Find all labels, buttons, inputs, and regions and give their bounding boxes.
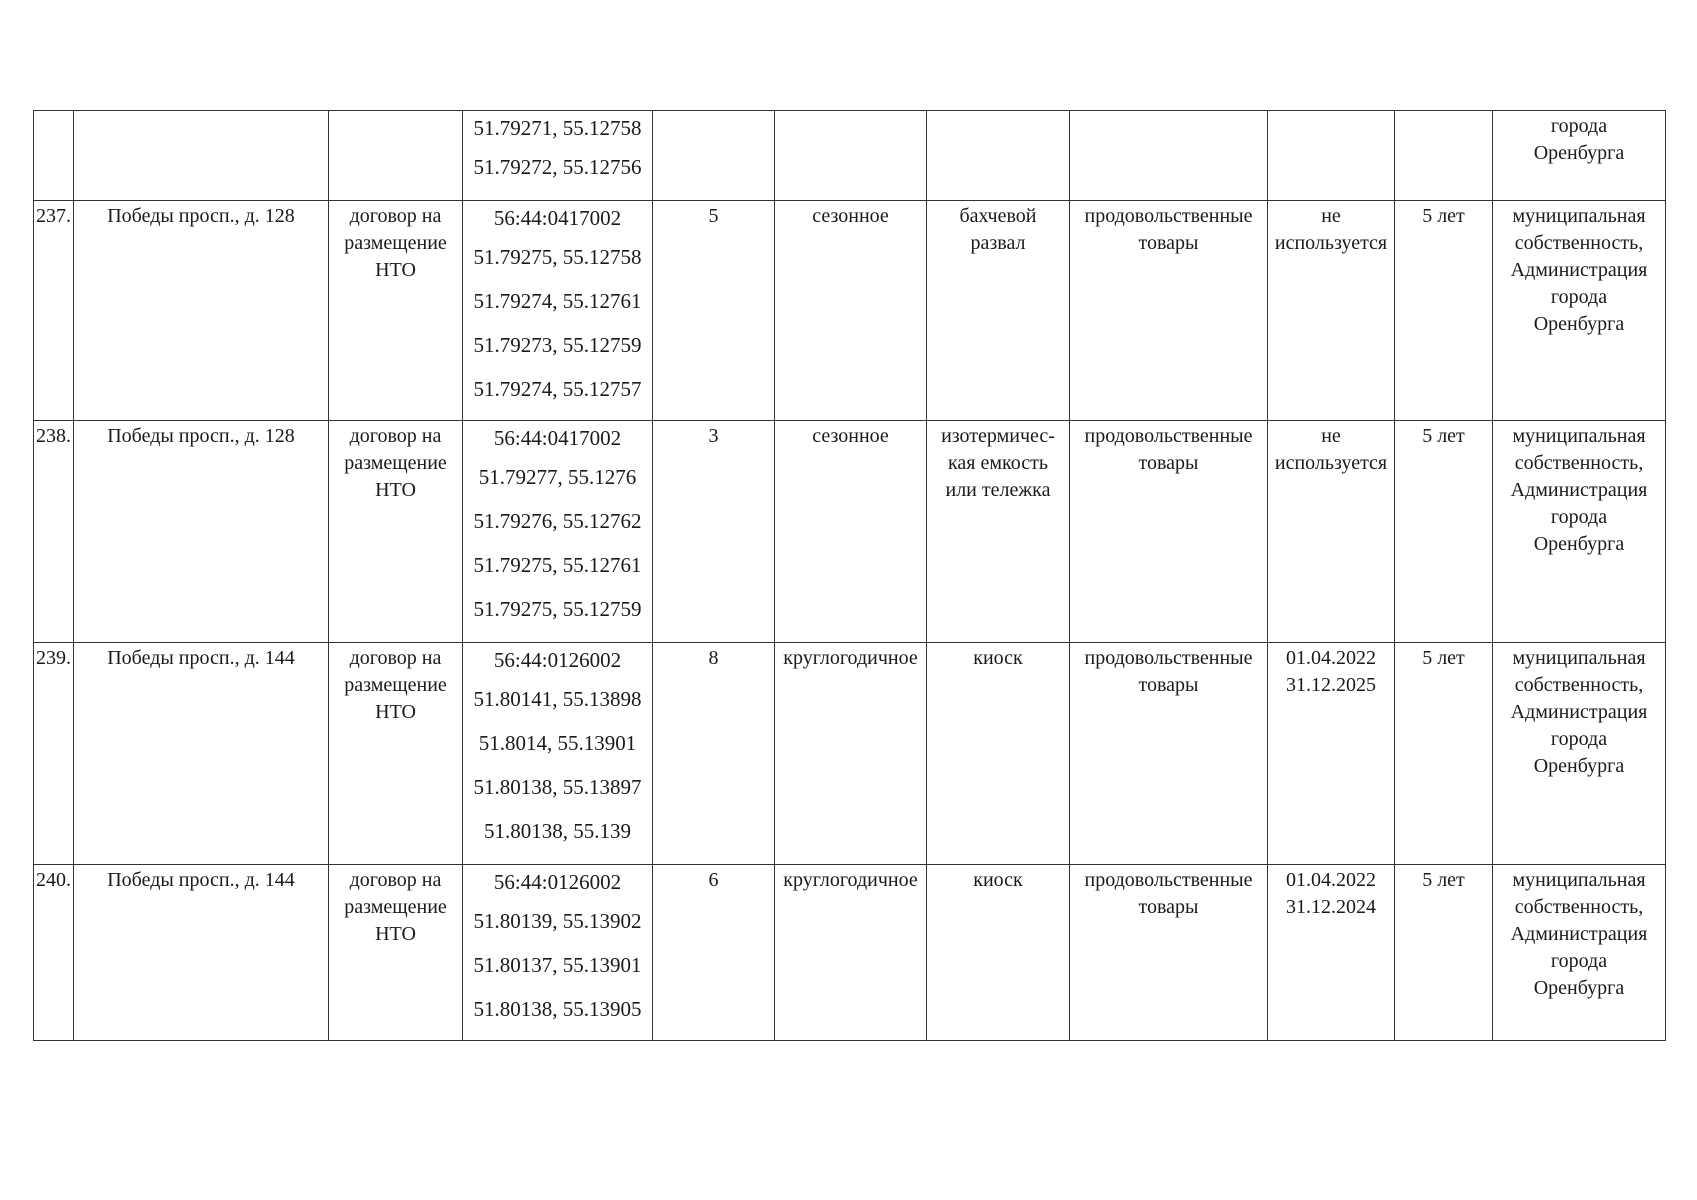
object-type-cell-text: бахчевой развал bbox=[959, 205, 1037, 254]
coordinate-pair: 51.79277, 55.1276 bbox=[478, 465, 637, 489]
coordinate-pair: 51.80138, 55.13905 bbox=[473, 997, 642, 1021]
table-row bbox=[34, 201, 1666, 421]
row-number-text bbox=[34, 111, 73, 113]
term-cell bbox=[1395, 111, 1493, 201]
coordinate-pair: 51.79275, 55.12758 bbox=[473, 245, 642, 269]
row-number bbox=[34, 421, 74, 643]
dates-cell bbox=[1268, 643, 1395, 865]
dates-cell bbox=[1268, 111, 1395, 201]
row-number-text: 238. bbox=[36, 425, 71, 447]
basis-cell bbox=[329, 421, 463, 643]
dates-cell bbox=[1268, 865, 1395, 1041]
coordinate-pair: 51.79271, 55.12758 bbox=[473, 116, 642, 140]
cadastral-number: 56:44:0126002 bbox=[493, 648, 622, 672]
coordinate-pair: 51.80138, 55.139 bbox=[484, 819, 631, 843]
owner-cell bbox=[1493, 111, 1666, 201]
goods-cell bbox=[1070, 643, 1268, 865]
owner-cell bbox=[1493, 201, 1666, 421]
area-cell bbox=[653, 201, 775, 421]
owner-cell-text: муниципальная собственность, Администрация города Оренбурга bbox=[1510, 869, 1648, 999]
object-type-cell bbox=[927, 865, 1070, 1041]
term-cell bbox=[1395, 421, 1493, 643]
row-number bbox=[34, 643, 74, 865]
term-cell-text: 5 лет bbox=[1422, 647, 1465, 669]
basis-cell-text: договор на размещение НТО bbox=[344, 205, 447, 281]
area-cell bbox=[653, 643, 775, 865]
table-row bbox=[34, 421, 1666, 643]
cadastral-number: 56:44:0126002 bbox=[493, 870, 622, 894]
goods-cell-text: продовольственные товары bbox=[1084, 647, 1253, 696]
period-cell bbox=[775, 111, 927, 201]
basis-cell-text: договор на размещение НТО bbox=[344, 869, 447, 945]
goods-cell-text bbox=[1070, 111, 1267, 113]
owner-cell bbox=[1493, 643, 1666, 865]
period-cell bbox=[775, 643, 927, 865]
dates-cell-text: 01.04.2022 31.12.2025 bbox=[1286, 647, 1376, 696]
area-cell bbox=[653, 865, 775, 1041]
object-type-cell-text bbox=[927, 111, 1069, 113]
row-number-text: 240. bbox=[36, 869, 71, 891]
row-number bbox=[34, 111, 74, 201]
period-cell bbox=[775, 421, 927, 643]
area-cell-text bbox=[653, 111, 774, 113]
basis-cell-text bbox=[329, 111, 462, 113]
coordinates-cell bbox=[463, 201, 653, 421]
coordinates-cell bbox=[463, 865, 653, 1041]
period-cell bbox=[775, 865, 927, 1041]
coordinates-cell bbox=[463, 111, 653, 201]
object-type-cell bbox=[927, 111, 1070, 201]
row-number bbox=[34, 201, 74, 421]
basis-cell-text: договор на размещение НТО bbox=[344, 647, 447, 723]
address-cell bbox=[74, 421, 329, 643]
address-cell-text bbox=[74, 111, 328, 113]
owner-cell-text: города Оренбурга bbox=[1533, 115, 1625, 164]
dates-cell bbox=[1268, 201, 1395, 421]
term-cell-text: 5 лет bbox=[1422, 869, 1465, 891]
area-cell-text: 6 bbox=[708, 869, 719, 891]
coordinate-pair: 51.79275, 55.12761 bbox=[473, 553, 642, 577]
goods-cell bbox=[1070, 865, 1268, 1041]
cadastral-number: 56:44:0417002 bbox=[493, 206, 622, 230]
object-type-cell bbox=[927, 421, 1070, 643]
goods-cell-text: продовольственные товары bbox=[1084, 869, 1253, 918]
row-number-text: 237. bbox=[36, 205, 71, 227]
object-type-cell-text: изотермичес- кая емкость или тележка bbox=[941, 425, 1055, 501]
row-number-text: 239. bbox=[36, 647, 71, 669]
period-cell bbox=[775, 201, 927, 421]
goods-cell bbox=[1070, 421, 1268, 643]
dates-cell-text bbox=[1268, 111, 1394, 113]
basis-cell bbox=[329, 201, 463, 421]
dates-cell-text: не используется bbox=[1274, 425, 1388, 474]
basis-cell bbox=[329, 111, 463, 201]
address-cell-text: Победы просп., д. 144 bbox=[107, 869, 295, 891]
dates-cell bbox=[1268, 421, 1395, 643]
object-type-cell-text: киоск bbox=[973, 647, 1023, 669]
address-cell-text: Победы просп., д. 144 bbox=[107, 647, 295, 669]
owner-cell bbox=[1493, 865, 1666, 1041]
area-cell bbox=[653, 421, 775, 643]
table-row bbox=[34, 865, 1666, 1041]
coordinate-pair: 51.80138, 55.13897 bbox=[473, 775, 642, 799]
coordinate-pair: 51.80137, 55.13901 bbox=[473, 953, 642, 977]
term-cell-text: 5 лет bbox=[1422, 205, 1465, 227]
coordinate-pair: 51.80139, 55.13902 bbox=[473, 909, 642, 933]
cadastral-number: 56:44:0417002 bbox=[493, 426, 622, 450]
basis-cell bbox=[329, 643, 463, 865]
object-type-cell bbox=[927, 201, 1070, 421]
goods-cell bbox=[1070, 111, 1268, 201]
table-body bbox=[34, 111, 1666, 1041]
term-cell bbox=[1395, 643, 1493, 865]
period-cell-text: сезонное bbox=[812, 425, 889, 447]
owner-cell-text: муниципальная собственность, Администрация города Оренбурга bbox=[1510, 425, 1648, 555]
coordinate-pair: 51.79274, 55.12757 bbox=[473, 377, 642, 401]
owner-cell-text: муниципальная собственность, Администрация города Оренбурга bbox=[1510, 205, 1648, 335]
period-cell-text: круглогодичное bbox=[783, 647, 918, 669]
term-cell-text: 5 лет bbox=[1422, 425, 1465, 447]
period-cell-text: круглогодичное bbox=[783, 869, 918, 891]
basis-cell-text: договор на размещение НТО bbox=[344, 425, 447, 501]
area-cell-text: 5 bbox=[708, 205, 719, 227]
coordinate-pair: 51.80141, 55.13898 bbox=[473, 687, 642, 711]
period-cell-text: сезонное bbox=[812, 205, 889, 227]
row-number bbox=[34, 865, 74, 1041]
goods-cell bbox=[1070, 201, 1268, 421]
goods-cell-text: продовольственные товары bbox=[1084, 205, 1253, 254]
table-row bbox=[34, 643, 1666, 865]
term-cell-text bbox=[1395, 111, 1492, 113]
owner-cell-text: муниципальная собственность, Администрация города Оренбурга bbox=[1510, 647, 1648, 777]
address-cell-text: Победы просп., д. 128 bbox=[107, 205, 295, 227]
area-cell-text: 8 bbox=[708, 647, 719, 669]
coordinate-pair: 51.79275, 55.12759 bbox=[473, 597, 642, 621]
coordinate-pair: 51.79273, 55.12759 bbox=[473, 333, 642, 357]
dates-cell-text: 01.04.2022 31.12.2024 bbox=[1286, 869, 1376, 918]
basis-cell bbox=[329, 865, 463, 1041]
address-cell bbox=[74, 643, 329, 865]
address-cell-text: Победы просп., д. 128 bbox=[107, 425, 295, 447]
address-cell bbox=[74, 201, 329, 421]
coordinate-pair: 51.79274, 55.12761 bbox=[473, 289, 642, 313]
address-cell bbox=[74, 111, 329, 201]
coordinate-pair: 51.8014, 55.13901 bbox=[478, 731, 637, 755]
table-row bbox=[34, 111, 1666, 201]
coordinate-pair: 51.79276, 55.12762 bbox=[473, 509, 642, 533]
area-cell bbox=[653, 111, 775, 201]
object-type-cell bbox=[927, 643, 1070, 865]
coordinates-cell bbox=[463, 643, 653, 865]
area-cell-text: 3 bbox=[708, 425, 719, 447]
address-cell bbox=[74, 865, 329, 1041]
period-cell-text bbox=[775, 111, 926, 113]
object-type-cell-text: киоск bbox=[973, 869, 1023, 891]
coordinates-cell bbox=[463, 421, 653, 643]
goods-cell-text: продовольственные товары bbox=[1084, 425, 1253, 474]
term-cell bbox=[1395, 201, 1493, 421]
owner-cell bbox=[1493, 421, 1666, 643]
dates-cell-text: не используется bbox=[1274, 205, 1388, 254]
term-cell bbox=[1395, 865, 1493, 1041]
coordinate-pair: 51.79272, 55.12756 bbox=[473, 155, 642, 179]
nto-registry-table bbox=[33, 110, 1666, 1041]
